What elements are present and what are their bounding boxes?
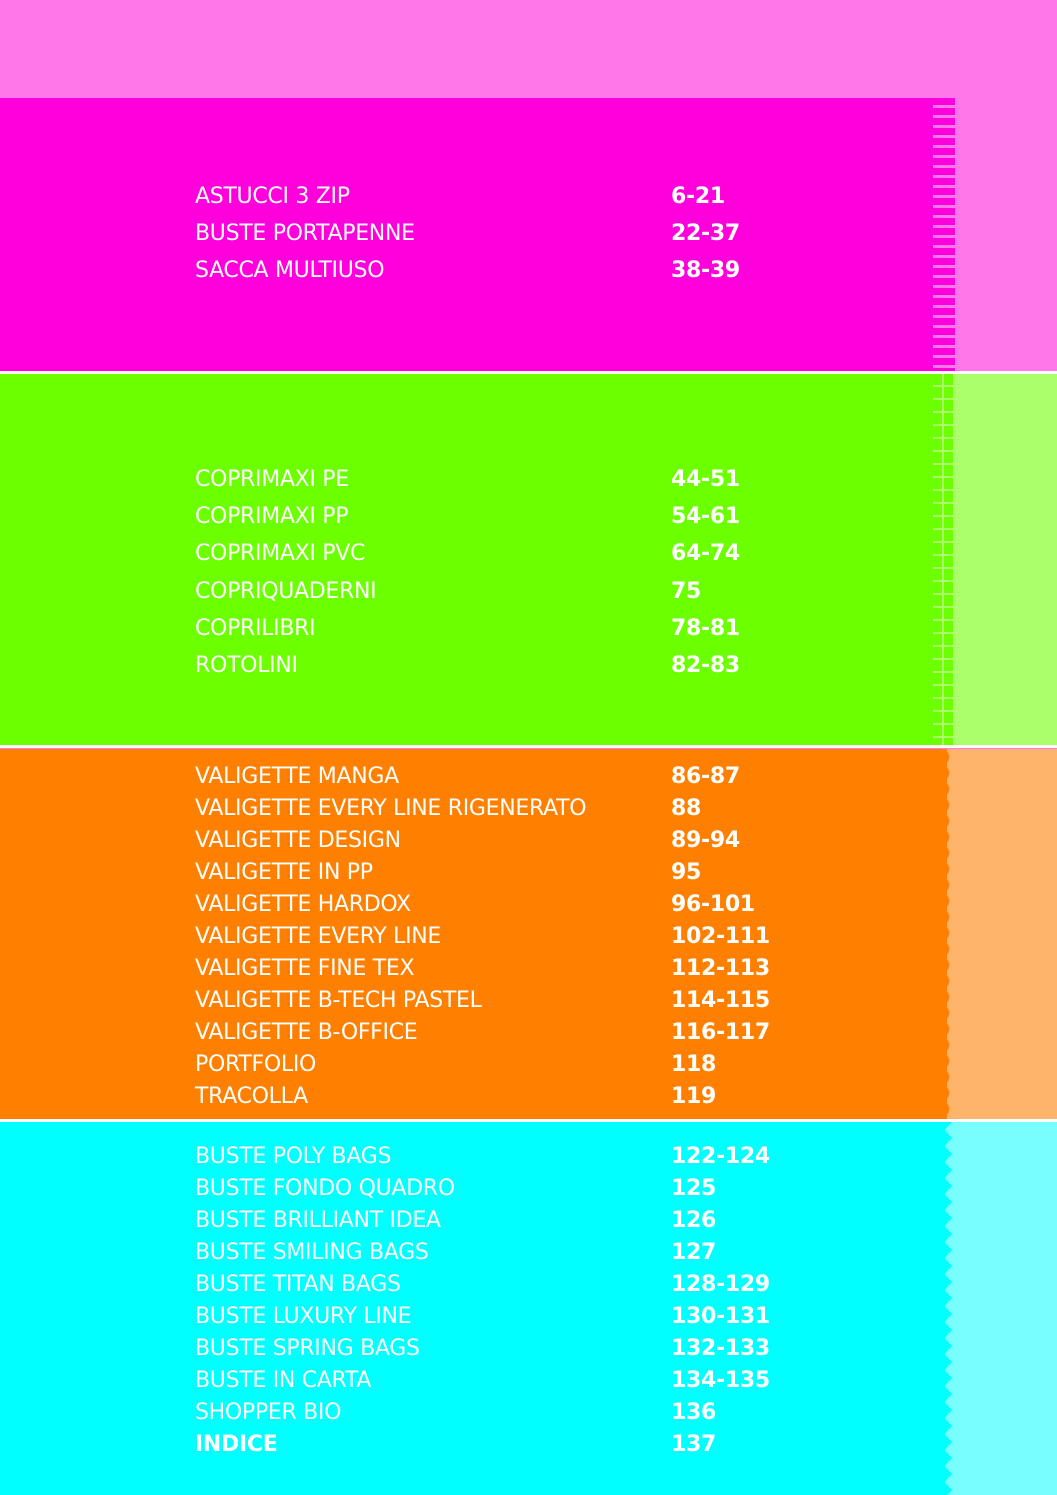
toc-entry[interactable] <box>195 579 815 611</box>
toc-entry-label: VALIGETTE EVERY LINE RIGENERATO <box>195 796 587 821</box>
toc-entry-pages: 86-87 <box>671 764 740 789</box>
toc-entry-label: ROTOLINI <box>195 653 298 678</box>
toc-entry-pages: 54-61 <box>671 504 740 529</box>
toc-entry[interactable] <box>195 1020 815 1052</box>
toc-entry[interactable] <box>195 1304 815 1336</box>
toc-entry-label: BUSTE IN CARTA <box>195 1368 372 1393</box>
toc-entry-label: BUSTE PORTAPENNE <box>195 221 415 246</box>
toc-entry-label: BUSTE TITAN BAGS <box>195 1272 401 1297</box>
toc-entry[interactable] <box>195 796 815 828</box>
toc-entry-pages: 82-83 <box>671 653 740 678</box>
toc-entry-pages: 6-21 <box>671 184 725 209</box>
toc-entry-pages: 119 <box>671 1084 717 1109</box>
toc-entry[interactable] <box>195 504 815 536</box>
toc-entry-pages: 38-39 <box>671 258 740 283</box>
toc-entry[interactable] <box>195 988 815 1020</box>
toc-entry-label: VALIGETTE HARDOX <box>195 892 411 917</box>
toc-entry[interactable] <box>195 1368 815 1400</box>
toc-entry-pages: 125 <box>671 1176 717 1201</box>
toc-entry[interactable] <box>195 892 815 924</box>
section-cyan-side-strip <box>955 1122 1057 1495</box>
toc-entry-label: COPRIMAXI PVC <box>195 541 366 566</box>
toc-entry-pages: 137 <box>671 1432 717 1457</box>
toc-entry-pages: 95 <box>671 860 702 885</box>
toc-entry-label: VALIGETTE MANGA <box>195 764 399 789</box>
toc-entry-label: VALIGETTE B-OFFICE <box>195 1020 418 1045</box>
toc-entry-pages: 88 <box>671 796 702 821</box>
toc-entry-label: BUSTE SPRING BAGS <box>195 1336 420 1361</box>
toc-entry[interactable] <box>195 184 815 216</box>
toc-entry-label: COPRIMAXI PP <box>195 504 349 529</box>
toc-entry-label: PORTFOLIO <box>195 1052 317 1077</box>
toc-entry-label: COPRIQUADERNI <box>195 579 377 604</box>
toc-entry[interactable] <box>195 1400 815 1432</box>
toc-entry-label: BUSTE FONDO QUADRO <box>195 1176 455 1201</box>
toc-entry[interactable] <box>195 924 815 956</box>
toc-entry-label: VALIGETTE B-TECH PASTEL <box>195 988 482 1013</box>
toc-entry-pages: 126 <box>671 1208 717 1233</box>
toc-entry-pages: 75 <box>671 579 702 604</box>
toc-entry-label: SHOPPER BIO <box>195 1400 342 1425</box>
toc-entry-pages: 96-101 <box>671 892 755 917</box>
toc-entry[interactable] <box>195 1208 815 1240</box>
toc-entry[interactable] <box>195 1272 815 1304</box>
toc-entry[interactable] <box>195 1052 815 1084</box>
section-green-grid-edge <box>933 374 955 745</box>
toc-entry-pages: 44-51 <box>671 467 740 492</box>
section-pink-zipper-edge <box>933 98 955 371</box>
toc-entry-pages: 118 <box>671 1052 717 1077</box>
toc-entry[interactable] <box>195 1240 815 1272</box>
toc-entry-pages: 102-111 <box>671 924 770 949</box>
toc-entry[interactable] <box>195 828 815 860</box>
toc-entry[interactable] <box>195 653 815 685</box>
toc-entry-label: VALIGETTE DESIGN <box>195 828 401 853</box>
toc-entry-label: TRACOLLA <box>195 1084 308 1109</box>
toc-entry-pages: 22-37 <box>671 221 740 246</box>
toc-entry-label: VALIGETTE FINE TEX <box>195 956 415 981</box>
toc-entry-label: BUSTE SMILING BAGS <box>195 1240 429 1265</box>
toc-entry[interactable] <box>195 1176 815 1208</box>
toc-entry[interactable] <box>195 616 815 648</box>
toc-entry-label: BUSTE LUXURY LINE <box>195 1304 412 1329</box>
divider <box>0 745 1057 748</box>
toc-entry-label: ASTUCCI 3 ZIP <box>195 184 350 209</box>
toc-entry[interactable] <box>195 221 815 253</box>
toc-entry-pages: 114-115 <box>671 988 770 1013</box>
section-orange-scalloped-edge <box>933 749 955 1119</box>
toc-entry-pages: 136 <box>671 1400 717 1425</box>
toc-entry-pages: 112-113 <box>671 956 770 981</box>
toc-entry-label: VALIGETTE IN PP <box>195 860 373 885</box>
toc-entry-pages: 134-135 <box>671 1368 770 1393</box>
toc-entry-label: BUSTE BRILLIANT IDEA <box>195 1208 441 1233</box>
toc-entry-pages: 89-94 <box>671 828 740 853</box>
toc-entry-pages: 128-129 <box>671 1272 770 1297</box>
toc-entry-label: INDICE <box>195 1432 278 1457</box>
toc-entry-pages: 127 <box>671 1240 717 1265</box>
toc-entry-pages: 116-117 <box>671 1020 770 1045</box>
toc-entry[interactable] <box>195 541 815 573</box>
toc-entry[interactable] <box>195 764 815 796</box>
toc-entry[interactable] <box>195 258 815 290</box>
toc-entry-label: BUSTE POLY BAGS <box>195 1144 392 1169</box>
toc-entry[interactable] <box>195 1144 815 1176</box>
toc-entry-pages: 130-131 <box>671 1304 770 1329</box>
section-cyan-zigzag-edge <box>933 1122 955 1495</box>
toc-entry-pages: 132-133 <box>671 1336 770 1361</box>
section-orange-side-strip <box>955 749 1057 1119</box>
toc-entry-label: COPRIMAXI PE <box>195 467 349 492</box>
toc-entry[interactable] <box>195 1336 815 1368</box>
top-band <box>0 0 1057 98</box>
toc-entry[interactable] <box>195 1084 815 1116</box>
toc-entry-pages: 122-124 <box>671 1144 770 1169</box>
toc-entry-pages: 64-74 <box>671 541 740 566</box>
toc-entry-pages: 78-81 <box>671 616 740 641</box>
toc-entry-index[interactable] <box>195 1432 815 1464</box>
toc-entry[interactable] <box>195 860 815 892</box>
section-pink-side-strip <box>955 98 1057 371</box>
toc-entry[interactable] <box>195 956 815 988</box>
section-green-side-strip <box>955 374 1057 745</box>
toc-entry[interactable] <box>195 467 815 499</box>
toc-entry-label: SACCA MULTIUSO <box>195 258 385 283</box>
toc-entry-label: COPRILIBRI <box>195 616 316 641</box>
toc-entry-label: VALIGETTE EVERY LINE <box>195 924 442 949</box>
